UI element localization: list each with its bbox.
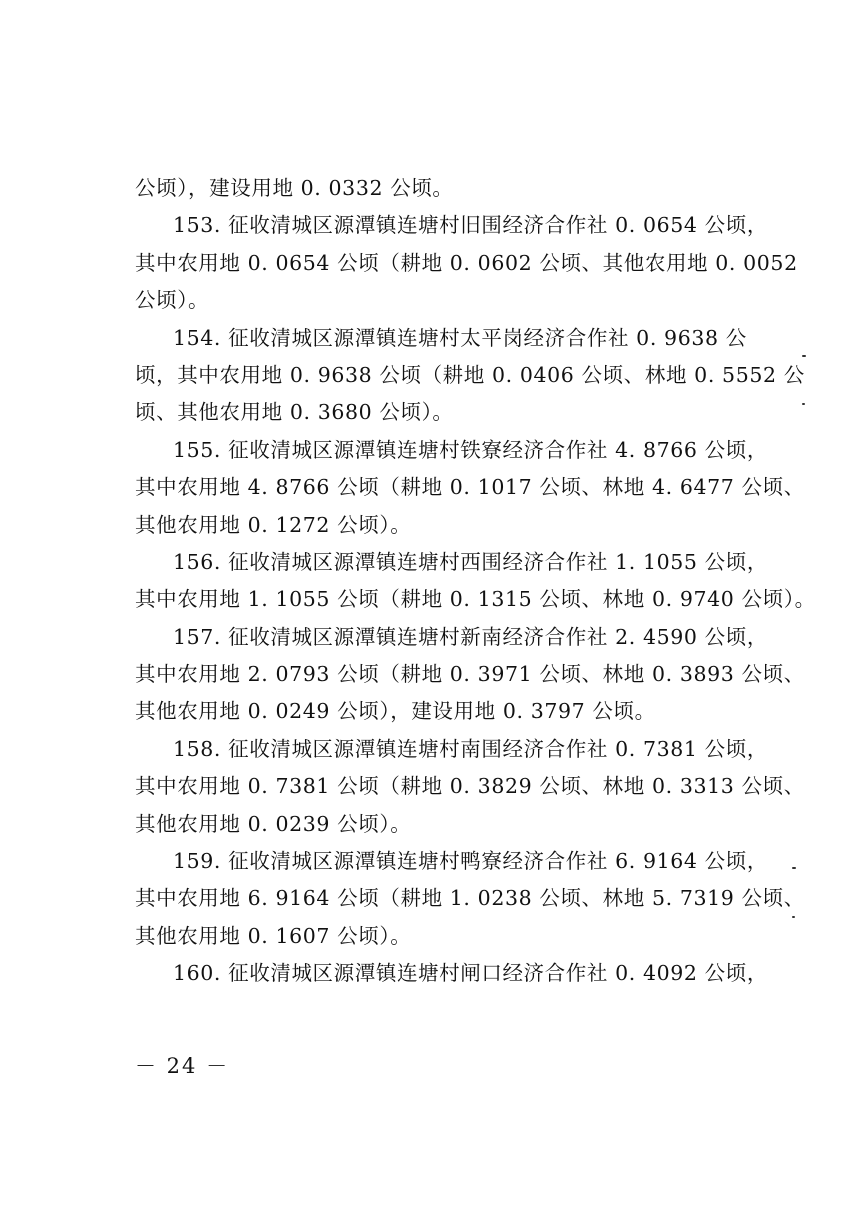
text-line: 154. 征收清城区源潭镇连塘村太平岗经济合作社 0. 9638 公 xyxy=(173,325,747,350)
text-line: 153. 征收清城区源潭镇连塘村旧围经济合作社 0. 0654 公顷， xyxy=(173,213,768,238)
text-line: 155. 征收清城区源潭镇连塘村铁寮经济合作社 4. 8766 公顷， xyxy=(173,437,768,462)
scan-speck xyxy=(792,916,795,918)
text-line: 157. 征收清城区源潭镇连塘村新南经济合作社 2. 4590 公顷， xyxy=(173,624,768,649)
scan-speck xyxy=(802,403,805,405)
text-line: 158. 征收清城区源潭镇连塘村南围经济合作社 0. 7381 公顷， xyxy=(173,736,768,761)
text-line: 159. 征收清城区源潭镇连塘村鸭寮经济合作社 6. 9164 公顷， xyxy=(173,849,768,874)
text-line: 公顷）。 xyxy=(135,288,210,313)
text-line: 其中农用地 6. 9164 公顷（耕地 1. 0238 公顷、林地 5. 7319 公顷、 xyxy=(135,886,805,911)
text-line: 其他农用地 0. 0239 公顷）。 xyxy=(135,811,412,836)
text-line: 顷，其中农用地 0. 9638 公顷（耕地 0. 0406 公顷、林地 0. 5552 公 xyxy=(135,362,805,387)
scan-speck xyxy=(792,867,796,869)
text-line: 公顷），建设用地 0. 0332 公顷。 xyxy=(135,176,454,200)
text-line: 156. 征收清城区源潭镇连塘村西围经济合作社 1. 1055 公顷， xyxy=(173,549,768,574)
text-line: 其中农用地 4. 8766 公顷（耕地 0. 1017 公顷、林地 4. 6477 公顷、 xyxy=(135,475,805,500)
text-line: 其他农用地 0. 1607 公顷）。 xyxy=(135,923,412,948)
text-line: 其中农用地 0. 7381 公顷（耕地 0. 3829 公顷、林地 0. 3313 公顷、 xyxy=(135,774,805,799)
page-number: － 24 － xyxy=(135,1054,230,1078)
text-line: 其中农用地 1. 1055 公顷（耕地 0. 1315 公顷、林地 0. 9740 公顷）。 xyxy=(135,587,816,612)
text-line: 其中农用地 2. 0793 公顷（耕地 0. 3971 公顷、林地 0. 3893 公顷、 xyxy=(135,662,805,687)
text-line: 其他农用地 0. 1272 公顷）。 xyxy=(135,512,412,537)
scan-speck xyxy=(802,355,806,357)
text-line: 160. 征收清城区源潭镇连塘村闸口经济合作社 0. 4092 公顷， xyxy=(173,961,768,986)
text-line: 顷、其他农用地 0. 3680 公顷）。 xyxy=(135,400,454,425)
document-body xyxy=(135,170,816,993)
text-line: 其中农用地 0. 0654 公顷（耕地 0. 0602 公顷、其他农用地 0. 0052 xyxy=(135,250,798,275)
text-line: 其他农用地 0. 0249 公顷），建设用地 0. 3797 公顷。 xyxy=(135,699,656,724)
